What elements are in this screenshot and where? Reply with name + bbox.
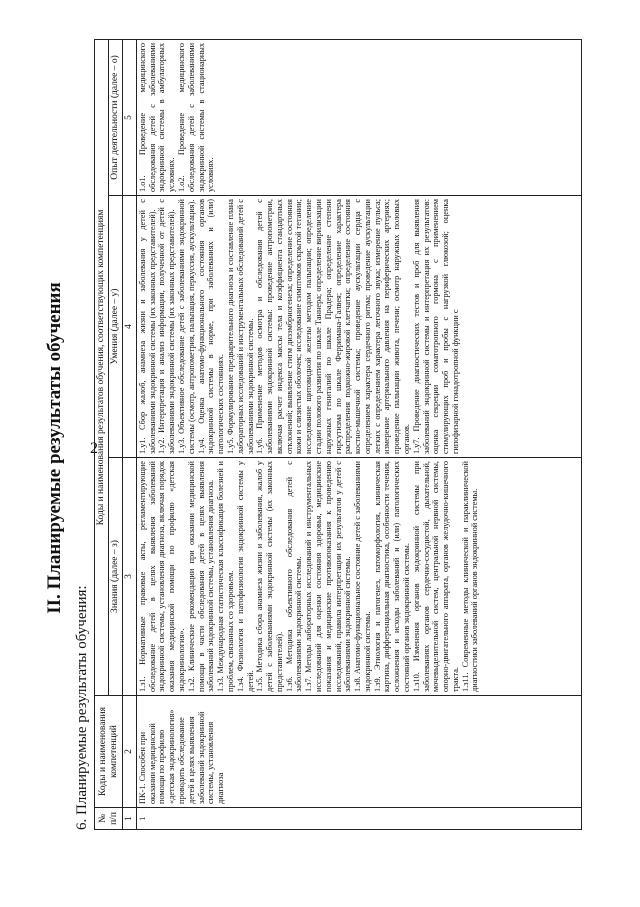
knowledge-cell [136,458,581,696]
knowledge-item: 1.з6. Методика объективного обследования детей с заболеваниями эндокринной системы. [284,461,304,692]
knowledge-item: 1.з11. Современные методы клинической и параклинической диагностики заболеваний органов эндокринной системы. [460,461,480,692]
rotated-page-content [40,26,600,870]
experience-item: 1.о1. Проведение медицинского обследования детей с заболеваниями эндокринной системы в амбулаторных условиях. [137,42,177,192]
knowledge-item: 1.з10. Изменения органов эндокринной системы при заболеваниях органов сердечно-сосудистой, дыхательной, мочевыделительной систем, центральной нервной системы, опорно-двигательного аппарата, органов желудочно-кишечного тракта. [411,461,460,692]
header-skills: Умения (далее – у) [109,196,123,458]
col-number-5: 5 [123,39,137,195]
knowledge-item: 1.з2. Клинические рекомендации при оказании медицинской помощи в части обследования детей в целях выявления заболеваний эндокринной системы, установления диагноза. [186,461,216,692]
section-title: II. Планируемые результаты обучения [44,282,65,614]
skill-item: 1.у4. Оценка анатомо-функционального состояния органов эндокринной системы в норме, при заболеваниях и (или) патологических состояниях. [196,199,226,454]
learning-outcomes-table [94,39,582,830]
col-number-3: 3 [123,458,137,696]
knowledge-item: 1.з9. Этиология и патогенез, патоморфология, клиническая картина, дифференциальная диагностика, особенности течения, осложнения и исходы заболеваний и (или) патологических состояний органов эндокринной системы. [372,461,412,692]
header-results-group: Коды и наименования результатов обучения, соответствующих компетенциям [95,39,109,695]
knowledge-item: 1.з5. Методика сбора анамнеза жизни и заболевания, жалоб у детей с заболеваниями эндокринной системы (их законных представителей). [255,461,284,692]
knowledge-item: 1.з1. Нормативные правовые акты, регламентирующие обследование детей в целях выявления заболеваний эндокринной системы, установления диагноза, включая порядок оказания медицинской помощи по профилю «детская эндокринология». [137,461,187,692]
header-competency: Коды и наименования компетенций [95,696,123,808]
knowledge-item: 1.з8. Анатомо-функциональное состояние детей с заболеваниями эндокринной системы. [353,461,372,692]
row-number: 1 [136,808,581,830]
page-number: 2 [90,440,98,457]
knowledge-item: 1.з4. Физиология и патофизиология эндокринной системы у детей. [235,461,255,692]
competency-cell [136,696,581,808]
knowledge-item: 1.з7. Методы лабораторных исследований и инструментальных исследований для оценки состояния здоровья, медицинские показания и медицинские противопоказания к проведению исследований, правила интерпретации их результатов у детей с заболеваниями эндокринной системы. [304,461,353,692]
header-knowledge: Знания (далее – з) [109,458,123,696]
col-number-1: 1 [123,808,137,830]
skills-cell [136,196,581,458]
header-experience: Опыт деятельности (далее – о) [109,39,123,195]
skill-item: 1.у1. Сбор жалоб, анамнеза жизни и заболевания у детей с заболеваниями эндокринной системы (их законных представителей). [137,199,157,454]
skill-item: 1.у6. Применение методов осмотра и обследования детей с заболеваниями эндокринной системы: проведение антропометрии, включая расчет индекса массы тела и коэффициента стандартных отклонений; выявление стигм дизэмбриогенеза; определение состояния кожи и слизистых оболочек; исследование симптомов скрытой тетании; исследование щитовидной железы методом пальпации; определение стадии полового развития по шкале Таннера; определение вирилизации наружных гениталий по шкале Прадера; определение степени гирсутизма по шкале Ферримана-Галвея; определение характера распределения подкожно-жировой клетчатки; определение состояния костно-мышечной системы; проведение аускультации сердца с определением характера сердечного ритма; проведение аускультации легких с определением характера легочного звука; измерение пульса; измерение артериального давления на периферических артериях; проведение пальпации живота, печени; осмотр наружных половых органов. [255,199,412,454]
skill-item: 1.у2. Интерпретация и анализ информации, полученной от детей с заболеваниями эндокринной системы (их законных представителей). [157,199,177,454]
col-number-4: 4 [123,196,137,458]
experience-cell [136,39,581,195]
knowledge-item: 1.з3. Международная статистическая классификация болезней и проблем, связанных со здоровьем. [216,461,235,692]
table-row [136,39,581,829]
experience-item: 1.о2. Проведение медицинского обследования детей с заболеваниями эндокринной системы в стационарных условиях. [177,42,216,192]
col-number-2: 2 [123,696,137,808]
skill-item: 1.у3. Объективное обследование детей с заболеваниями эндокринной системы (осмотр, антропометрия, пальпация, перкуссия, аускультация). [177,199,196,454]
header-num: № п/п [95,808,123,830]
skill-item: 1.у7. Проведение диагностических тестов и проб для выявления заболеваний эндокринной системы и интерпретация их результатов: оценка секреции соматотропного гормона с применением стимулирующих проб и пробы с нагрузкой глюкозой; оценка гипофизарной гонадотропной функции с [411,199,460,454]
competency-text: ПК-1. Способен при оказании медицинской помощи по профилю «детская эндокринология» проводить обследование детей в целях выявления заболеваний эндокринной системы, установления диагноза [137,709,226,804]
subsection-title: 6. Планируемые результаты обучения: [74,585,90,830]
skill-item: 1.у5. Формулирование предварительного диагноза и составление плана лабораторных исследований и инструментальных обследований детей с заболеваниями эндокринной системы. [225,199,255,454]
